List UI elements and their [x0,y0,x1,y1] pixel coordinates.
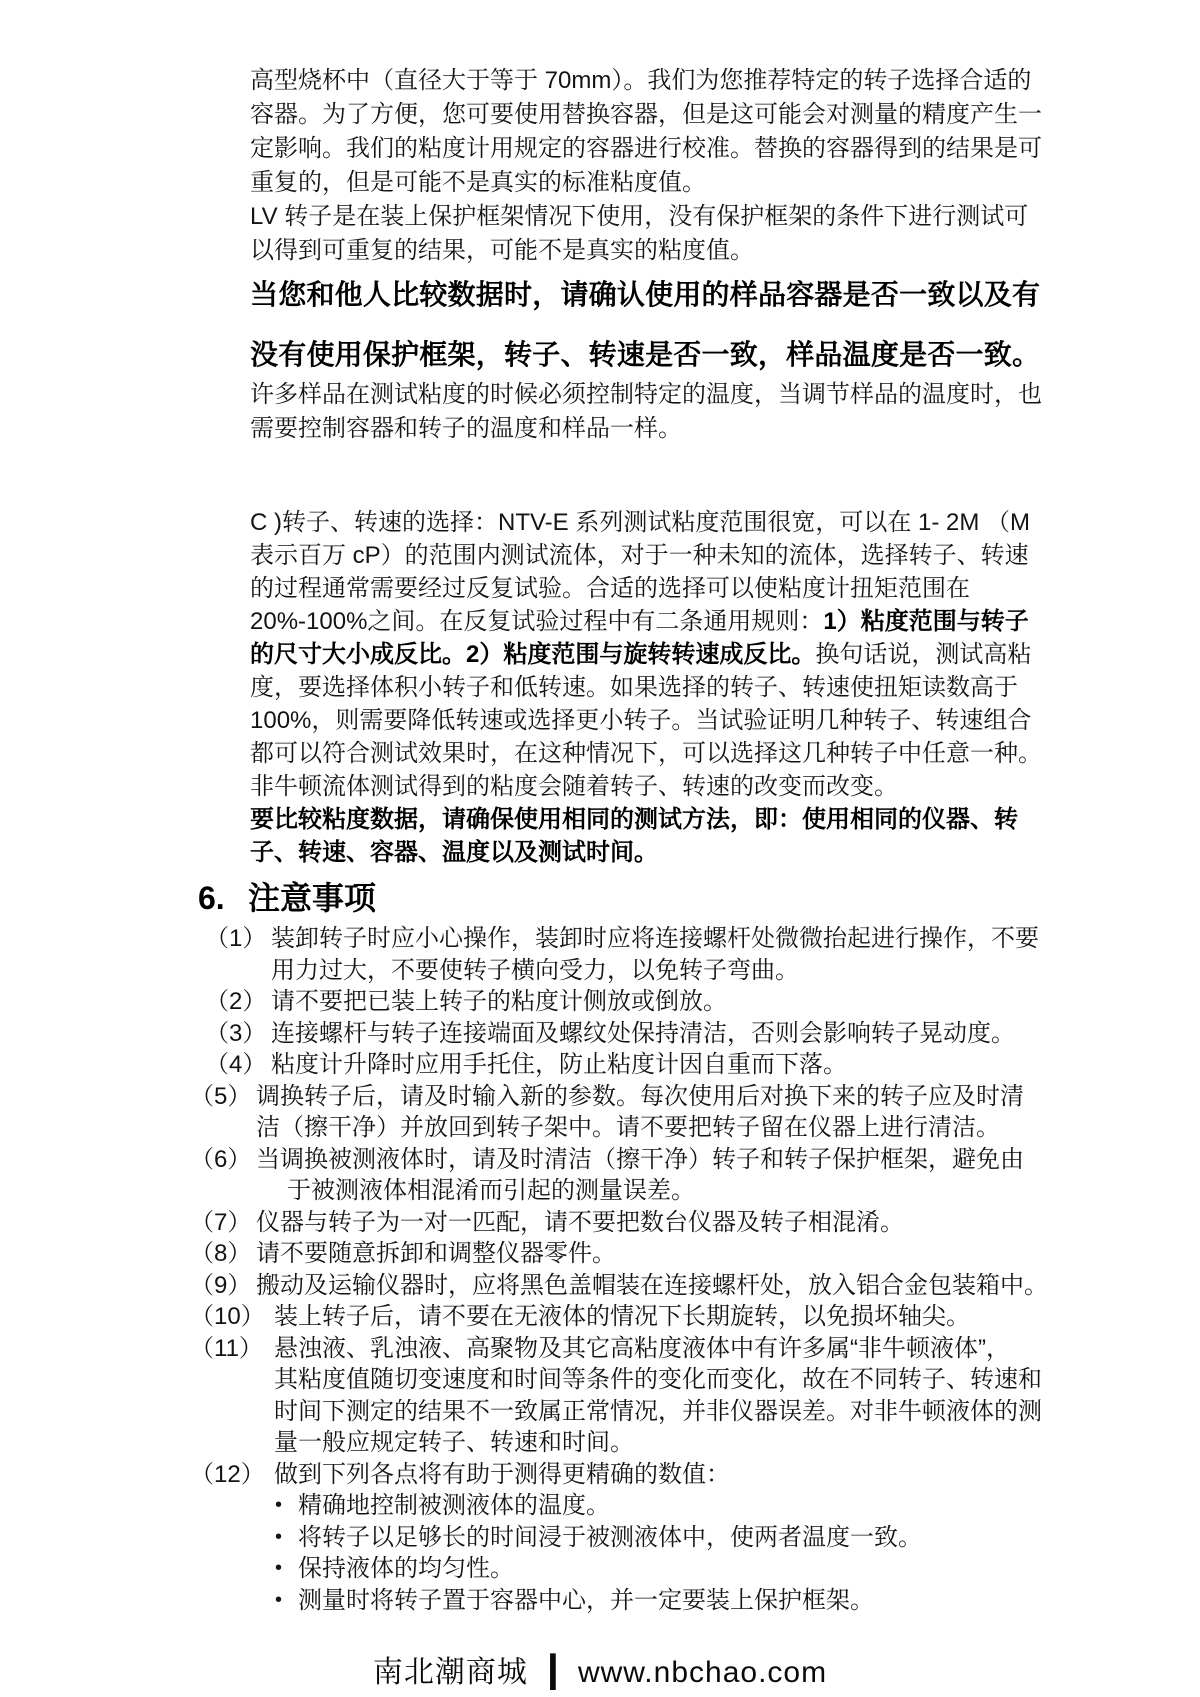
list-item-text: 请不要把已装上转子的粘度计侧放或倒放。 [271,988,727,1015]
list-item [190,1081,1060,1113]
text-bold: 的尺寸大小成反比。2）粘度范围与旋转转速成反比。 [250,641,816,668]
list-item-marker: （3） [205,1019,267,1047]
list-item-marker: （7） [190,1208,252,1236]
list-item [190,1364,1060,1396]
list-item-marker [190,1175,287,1207]
text-bold: 要比较粘度数据，请确保使用相同的测试方法，即：使用相同的仪器、转 [250,806,1018,833]
emphasis-line-2: 没有使用保护框架，转子、转速是否一致，样品温度是否一致。 [250,339,1040,370]
list-item [190,1144,1060,1176]
list-item-marker: • [275,1557,283,1579]
text-bold: 1）粘度范围与转子 [823,608,1029,635]
paragraph-line: 容器。为了方便，您可要使用替换容器，但是这可能会对测量的精度产生一 [250,101,1042,128]
paragraph-line: 以得到可重复的结果，可能不是真实的粘度值。 [250,237,754,264]
paragraph-line [250,836,1055,869]
section-c-paragraph [250,506,1055,869]
list-item [190,1459,1060,1491]
page-content [190,64,1060,1616]
list-item-text: 测量时将转子置于容器中心，并一定要装上保护框架。 [298,1586,874,1614]
paragraph-line [250,572,1055,605]
list-item-text: 请不要随意拆卸和调整仪器零件。 [256,1240,616,1267]
list-item-text: 洁（擦干净）并放回到转子架中。请不要把转子留在仪器上进行清洁。 [256,1114,1000,1141]
list-item [190,1427,1060,1459]
paragraph-line [250,770,1055,803]
list-item [190,1333,1060,1365]
text-regular: 表示百万 cP）的范围内测试流体，对于一种未知的流体，选择转子、转速 [250,542,1029,569]
paragraph-line [250,803,1055,836]
paragraph-line [250,671,1055,704]
emphasis-line-1: 当您和他人比较数据时，请确认使用的样品容器是否一致以及有 [250,279,1040,310]
page-footer [0,1655,1200,1691]
list-item-text: 连接螺杆与转子连接端面及螺纹处保持清洁，否则会影响转子晃动度。 [271,1019,1015,1047]
list-item [190,986,1060,1018]
list-item-marker: （11） [190,1334,263,1362]
list-item [190,1301,1060,1333]
list-item [190,1522,1060,1554]
list-item-marker [190,1427,274,1459]
section-number: 6. [198,880,225,916]
list-item-text: 调换转子后，请及时输入新的参数。每次使用后对换下来的转子应及时清 [256,1082,1024,1110]
paragraph-line: 重复的，但是可能不是真实的标准粘度值。 [250,169,706,196]
footer-brand: 南北潮商城 [372,1656,528,1689]
list-item-text: 搬动及运输仪器时，应将黑色盖帽装在连接螺杆处，放入铝合金包装箱中。 [256,1271,1048,1299]
list-item-text: 将转子以足够长的时间浸于被测液体中，使两者温度一致。 [298,1523,922,1551]
list-item-marker: （9） [190,1271,252,1299]
list-item-text: 装上转子后，请不要在无液体的情况下长期旋转，以免损坏轴尖。 [274,1303,970,1330]
list-item [190,1112,1060,1144]
text-bold: 子、转速、容器、温度以及测试时间。 [250,839,658,866]
paragraph-line: 定影响。我们的粘度计用规定的容器进行校准。替换的容器得到的结果是可 [250,135,1042,162]
list-item-text: 其粘度值随切变速度和时间等条件的变化而变化，故在不同转子、转速和 [274,1366,1042,1393]
text-regular: 非牛顿流体测试得到的粘度会随着转子、转速的改变而改变。 [250,773,898,800]
list-item [190,1049,1060,1081]
paragraph-line: 需要控制容器和转子的温度和样品一样。 [250,415,682,442]
list-item-marker [190,955,271,987]
list-item-text: 时间下测定的结果不一致属正常情况，并非仪器误差。对非牛顿液体的测 [274,1397,1042,1425]
list-item-text: 用力过大，不要使转子横向受力，以免转子弯曲。 [271,956,799,984]
list-item [190,1238,1060,1270]
list-item-marker: （6） [190,1145,252,1173]
list-item-marker: （12） [190,1460,265,1488]
list-item-marker: （10） [190,1303,265,1330]
text-regular: 的过程通常需要经过反复试验。合适的选择可以使粘度计扭矩范围在 [250,575,970,602]
text-regular: 都可以符合测试效果时，在这种情况下，可以选择这几种转子中任意一种。 [250,740,1042,767]
list-item-marker: • [275,1494,283,1516]
list-item-text: 装卸转子时应小心操作，装卸时应将连接螺杆处微微抬起进行操作，不要 [271,925,1039,952]
list-item [190,1553,1060,1585]
paragraph-line [250,638,1055,671]
paragraph-line: LV 转子是在装上保护框架情况下使用，没有保护框架的条件下进行测试可 [250,203,1029,230]
list-item-text: 于被测液体相混淆而引起的测量误差。 [287,1177,695,1204]
list-item-marker: （5） [190,1082,252,1110]
list-item-text: 保持液体的均匀性。 [298,1555,514,1582]
notes-list [190,923,1060,1616]
paragraph-line: 许多样品在测试粘度的时候必须控制特定的温度，当调节样品的温度时，也 [250,381,1042,408]
text-regular: 换句话说，测试高粘 [815,641,1032,668]
text-regular: 100%，则需要降低转速或选择更小转子。当试验证明几种转子、转速组合 [250,707,1032,734]
paragraph-line [250,506,1055,539]
list-item [190,1270,1060,1302]
section-title: 注意事项 [248,880,377,916]
temperature-paragraph [250,378,1050,446]
list-item-marker: （2） [205,988,267,1015]
list-item-text: 悬浊液、乳浊液、高聚物及其它高粘度液体中有许多属“非牛顿液体”， [274,1334,1010,1362]
list-item-marker: • [275,1588,283,1611]
list-item-text: 量一般应规定转子、转速和时间。 [274,1429,634,1456]
footer-url: www.nbchao.com [577,1656,828,1689]
list-item-text: 做到下列各点将有助于测得更精确的数值： [274,1460,730,1488]
list-item-marker: • [275,1525,283,1548]
text-regular: 度，要选择体积小转子和低转速。如果选择的转子、转速使扭矩读数高于 [250,674,1018,701]
list-item-marker: （4） [205,1051,267,1078]
intro-paragraph [250,64,1050,268]
list-item [190,1396,1060,1428]
paragraph-line [250,704,1055,737]
list-item [190,1585,1060,1617]
list-item [190,955,1060,987]
list-item-text: 仪器与转子为一对一匹配，请不要把数台仪器及转子相混淆。 [256,1208,904,1236]
paragraph-line [250,737,1055,770]
list-item-text: 精确地控制被测液体的温度。 [298,1492,610,1519]
list-item [190,1018,1060,1050]
list-item-text: 当调换被测液体时，请及时清洁（擦干净）转子和转子保护框架，避免由 [256,1145,1024,1173]
list-item [190,1175,1060,1207]
paragraph-line [250,539,1055,572]
section-heading [198,877,1060,919]
list-item [190,1490,1060,1522]
paragraph-line [250,605,1055,638]
list-item-text: 粘度计升降时应用手托住，防止粘度计因自重而下落。 [271,1051,847,1078]
paragraph-line: 高型烧杯中（直径大于等于 70mm）。我们为您推荐特定的转子选择合适的 [250,67,1032,94]
list-item-marker [190,1364,274,1396]
text-regular: 20%-100%之间。在反复试验过程中有二条通用规则： [250,608,824,635]
list-item-marker: （1） [205,925,267,952]
list-item-marker [190,1112,256,1144]
list-item [190,1207,1060,1239]
emphasis-note [250,276,1040,374]
footer-divider-icon: ┃ [543,1656,562,1689]
list-item-marker: （8） [190,1240,252,1267]
list-item [190,923,1060,955]
text-regular: C )转子、转速的选择：NTV-E 系列测试粘度范围很宽，可以在 1- 2M （M [250,509,1031,536]
list-item-marker [190,1396,274,1428]
